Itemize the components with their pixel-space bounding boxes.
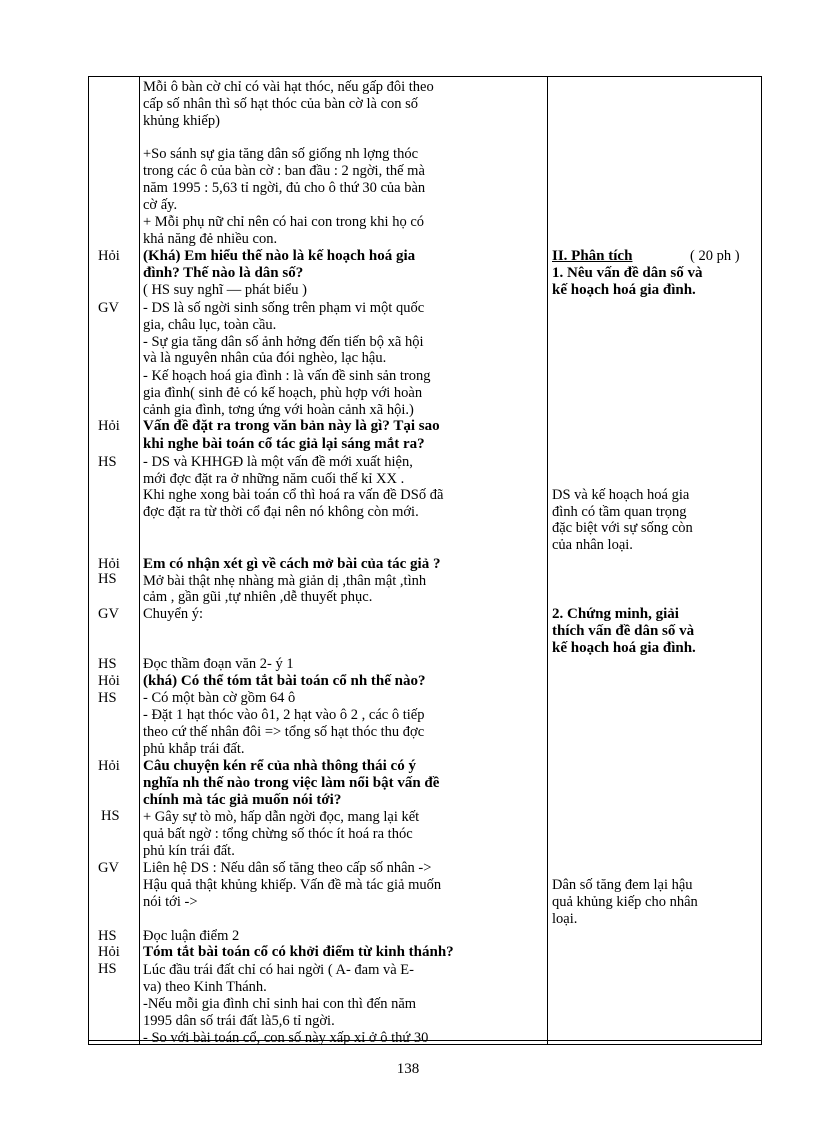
content-line: Mở bài thật nhẹ nhàng mà giản dị ,thân mật ,tình [143, 573, 427, 589]
content-line: + Gây sự tò mò, hấp dẫn ngời đọc, mang lại kết [143, 809, 420, 825]
question-line: Tóm tắt bài toán cổ có khởi điểm từ kinh thánh? [143, 944, 454, 960]
content-line: phủ kín trái đất. [143, 843, 235, 859]
content-line: phủ khắp trái đất. [143, 741, 245, 757]
content-line: cấp số nhân thì số hạt thóc của bàn cờ là con số [143, 96, 419, 112]
content-line: cờ ấy. [143, 197, 178, 213]
content-line: - Đặt 1 hạt thóc vào ô1, 2 hạt vào ô 2 , các ô tiếp [143, 707, 425, 723]
content-line: -Nếu mỗi gia đình chỉ sinh hai con thì đến năm [143, 996, 417, 1012]
content-line: Khi nghe xong bài toán cổ thì hoá ra vấn đề DSố đã [143, 487, 444, 503]
content-line: và là nguyên nhân của đói nghèo, lạc hậu. [143, 350, 387, 366]
content-line: Hậu quả thật khủng khiếp. Vấn đề mà tác giả muốn [143, 877, 442, 893]
role-label: HS [98, 571, 117, 587]
role-label: HS [98, 656, 117, 672]
note-line: loại. [552, 911, 578, 927]
role-label: GV [98, 300, 119, 316]
content-line: Chuyển ý: [143, 606, 204, 622]
question-line: khi nghe bài toán cổ tác giả lại sáng mắt ra? [143, 436, 425, 452]
role-label: Hỏi [98, 556, 120, 572]
content-line: - Kế hoạch hoá gia đình : là vấn đề sinh sản trong [143, 368, 431, 384]
role-label: Hỏi [98, 418, 120, 434]
question-line: nghĩa nh thế nào trong việc làm nổi bật vấn đề [143, 775, 440, 791]
content-line: - DS và KHHGĐ là một vấn đề mới xuất hiện, [143, 454, 413, 470]
question-line: (khá) Có thể tóm tắt bài toán cổ nh thế nào? [143, 673, 426, 689]
role-label: Hỏi [98, 248, 120, 264]
content-line: Đọc luận điểm 2 [143, 928, 240, 944]
role-label: HS [101, 808, 120, 824]
role-label: GV [98, 606, 119, 622]
question-line: Em có nhận xét gì về cách mở bài của tác giả ? [143, 556, 441, 572]
subsection-heading: kế hoạch hoá gia đình. [552, 640, 696, 656]
content-line: - Sự gia tăng dân số ảnh hởng đến tiến bộ xã hội [143, 334, 424, 350]
content-line: theo cứ thế nhân đôi => tổng số hạt thóc thu đợc [143, 724, 425, 740]
content-line: mới đợc đặt ra ở những năm cuối thế kỉ XX . [143, 471, 405, 487]
question-line: đình? Thế nào là dân số? [143, 265, 304, 281]
note-line: của nhân loại. [552, 537, 633, 553]
question-line: Câu chuyện kén rể của nhà thông thái có ý [143, 758, 416, 774]
content-line: khủng khiếp) [143, 113, 220, 129]
content-line: 1995 dân số trái đất là5,6 tỉ ngời. [143, 1013, 335, 1029]
role-label: HS [98, 690, 117, 706]
note-line: Dân số tăng đem lại hậu [552, 877, 693, 893]
subsection-heading: 2. Chứng minh, giải [552, 606, 679, 622]
content-line: +So sánh sự gia tăng dân số giống nh lợng thóc [143, 146, 419, 162]
content-line: đợc đặt ra từ thời cổ đại nên nó không còn mới. [143, 504, 419, 520]
content-line: Liên hệ DS : Nếu dân số tăng theo cấp số nhân -> [143, 860, 432, 876]
content-line: nói tới -> [143, 894, 198, 910]
role-label: GV [98, 860, 119, 876]
content-line: - So với bài toán cổ, con số này xấp xỉ ở ô thứ 30 [143, 1030, 429, 1046]
content-line: cảm , gần gũi ,tự nhiên ,dễ thuyết phục. [143, 589, 373, 605]
section-heading: II. Phân tích [552, 248, 633, 264]
content-line: năm 1995 : 5,63 tỉ ngời, đủ cho ô thứ 30 của bàn [143, 180, 426, 196]
content-line: va) theo Kinh Thánh. [143, 979, 267, 995]
content-line: gia đình( sinh đẻ có kế hoạch, phù hợp với hoàn [143, 385, 423, 401]
content-line: - Có một bàn cờ gồm 64 ô [143, 690, 296, 706]
question-line: chính mà tác giả muốn nói tới? [143, 792, 342, 808]
page-number: 138 [396, 1061, 420, 1077]
content-line: Lúc đầu trái đất chỉ có hai ngời ( A- đam và E- [143, 962, 414, 978]
role-label: HS [98, 928, 117, 944]
question-line: Vấn đề đặt ra trong văn bản này là gì? Tại sao [143, 418, 440, 434]
note-line: DS và kế hoạch hoá gia [552, 487, 690, 503]
content-line: Mỗi ô bàn cờ chỉ có vài hạt thóc, nếu gấp đôi theo [143, 79, 434, 95]
role-label: Hỏi [98, 944, 120, 960]
note-line: đặc biệt với sự sống còn [552, 520, 693, 536]
note-line: quả khủng kiếp cho nhân [552, 894, 698, 910]
column-divider-1 [139, 77, 140, 1044]
role-label: Hỏi [98, 673, 120, 689]
role-label: HS [98, 454, 117, 470]
content-line: quả bất ngờ : tổng chừng số thóc ít hoá ra thóc [143, 826, 413, 842]
subsection-heading: thích vấn đề dân số và [552, 623, 695, 639]
content-line: gia, châu lục, toàn cầu. [143, 317, 277, 333]
role-label: Hỏi [98, 758, 120, 774]
column-divider-2 [547, 77, 548, 1044]
content-line: Đọc thầm đoạn văn 2- ý 1 [143, 656, 294, 672]
question-line: (Khá) Em hiểu thế nào là kế hoạch hoá gia [143, 248, 416, 264]
subsection-heading: 1. Nêu vấn đề dân số và [552, 265, 703, 281]
content-line: ( HS suy nghĩ — phát biểu ) [143, 282, 307, 298]
role-label: HS [98, 961, 117, 977]
note-line: đình có tầm quan trọng [552, 504, 687, 520]
content-line: + Mỗi phụ nữ chỉ nên có hai con trong khi họ có [143, 214, 425, 230]
content-line: cảnh gia đình, tơng ứng với hoàn cảnh xã hội.) [143, 402, 414, 418]
content-line: khả năng đẻ nhiều con. [143, 231, 278, 247]
content-line: - DS là số ngời sinh sống trên phạm vi một quốc [143, 300, 425, 316]
content-line: trong các ô của bàn cờ : ban đầu : 2 ngời, thế mà [143, 163, 425, 179]
section-time: ( 20 ph ) [690, 248, 740, 264]
subsection-heading: kế hoạch hoá gia đình. [552, 282, 696, 298]
